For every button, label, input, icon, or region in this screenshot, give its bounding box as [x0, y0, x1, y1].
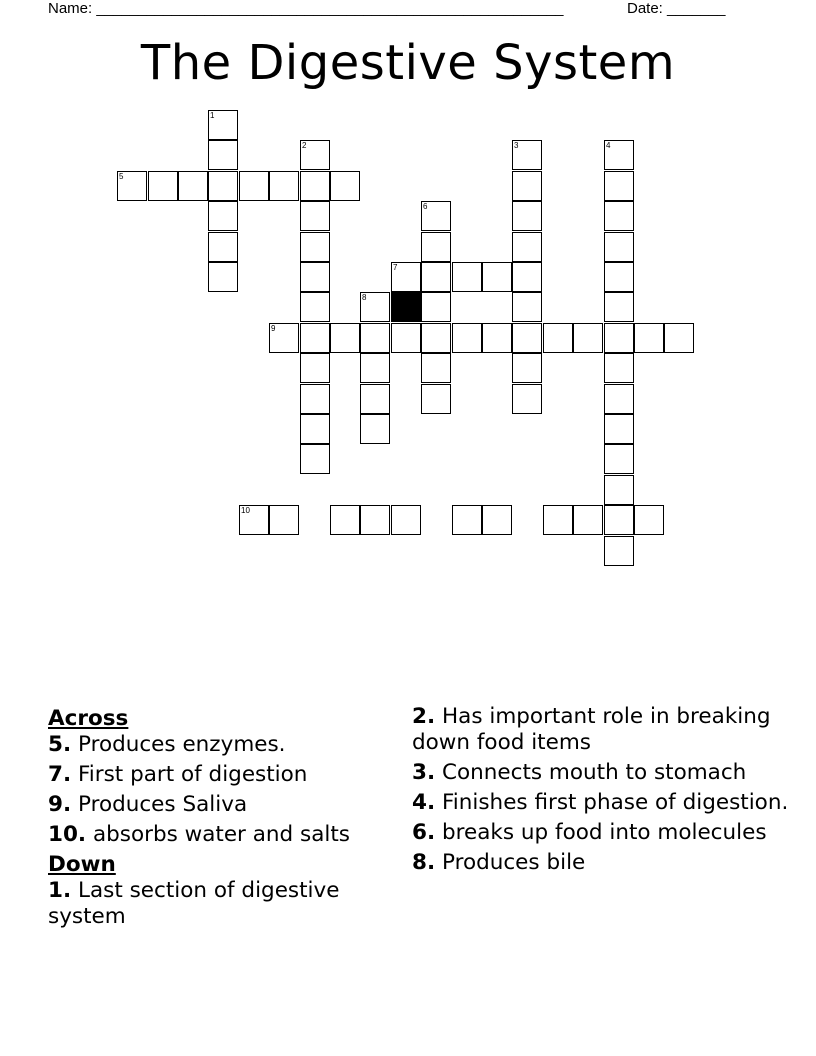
grid-cell[interactable] [604, 201, 634, 231]
grid-cell[interactable] [421, 323, 451, 353]
grid-cell[interactable] [208, 171, 238, 201]
grid-block-cell [391, 292, 421, 322]
clue-item [412, 850, 802, 876]
clue-text: Produces enzymes. [77, 732, 286, 757]
clue-number: 5. [48, 732, 72, 757]
clue-text: absorbs water and salts [92, 822, 350, 847]
grid-cell[interactable] [512, 292, 542, 322]
grid-cell[interactable] [330, 171, 360, 201]
grid-cell[interactable] [543, 505, 573, 535]
grid-cell[interactable] [208, 140, 238, 170]
clue-number: 10. [48, 822, 87, 847]
clue-text: Finishes first phase of digestion. [441, 790, 789, 815]
grid-cell[interactable] [512, 140, 542, 170]
grid-cell[interactable] [360, 505, 390, 535]
cell-number: 3 [514, 141, 519, 150]
grid-cell[interactable] [512, 171, 542, 201]
grid-cell[interactable] [604, 292, 634, 322]
clue-text: Connects mouth to stomach [441, 760, 747, 785]
clues-right-column [412, 704, 802, 880]
grid-cell[interactable] [360, 414, 390, 444]
clue-number: 9. [48, 792, 72, 817]
clue-text: First part of digestion [77, 762, 308, 787]
grid-cell[interactable] [604, 171, 634, 201]
clue-number: 8. [412, 850, 436, 875]
grid-cell[interactable] [300, 232, 330, 262]
clue-text: Last section of digestive system [48, 878, 340, 929]
grid-cell[interactable] [300, 384, 330, 414]
clue-item [48, 792, 398, 818]
grid-cell[interactable] [604, 414, 634, 444]
clue-item [48, 762, 398, 788]
clue-text: Has important role in breaking down food items [412, 704, 771, 755]
grid-cell[interactable] [269, 171, 299, 201]
grid-cell[interactable] [360, 353, 390, 383]
grid-cell[interactable] [512, 201, 542, 231]
clue-item [412, 760, 802, 786]
clue-number: 1. [48, 878, 72, 903]
clue-item [48, 822, 398, 848]
grid-cell[interactable] [452, 505, 482, 535]
clue-item [48, 878, 398, 930]
grid-cell[interactable] [208, 262, 238, 292]
grid-cell[interactable] [360, 323, 390, 353]
cell-number: 5 [119, 172, 124, 181]
clue-text: Produces Saliva [77, 792, 248, 817]
grid-cell[interactable] [482, 323, 512, 353]
grid-cell[interactable] [239, 171, 269, 201]
grid-cell[interactable] [421, 201, 451, 231]
grid-cell[interactable] [604, 262, 634, 292]
grid-cell[interactable] [604, 505, 634, 535]
grid-cell[interactable] [512, 353, 542, 383]
grid-cell[interactable] [634, 505, 664, 535]
date-field-label[interactable]: Date: _______ [627, 0, 726, 17]
grid-cell[interactable] [604, 353, 634, 383]
grid-cell[interactable] [208, 201, 238, 231]
clue-number: 2. [412, 704, 436, 729]
grid-cell[interactable] [300, 262, 330, 292]
grid-cell[interactable] [300, 323, 330, 353]
grid-cell[interactable] [452, 262, 482, 292]
cell-number: 1 [210, 111, 215, 120]
grid-cell[interactable] [269, 323, 299, 353]
grid-cell[interactable] [421, 384, 451, 414]
across-heading: Across [48, 706, 129, 731]
clue-item [48, 732, 398, 758]
grid-cell[interactable] [604, 232, 634, 262]
cell-number: 8 [362, 293, 367, 302]
grid-cell[interactable] [421, 262, 451, 292]
grid-cell[interactable] [604, 536, 634, 566]
clue-item [412, 820, 802, 846]
grid-cell[interactable] [330, 323, 360, 353]
cell-number: 4 [606, 141, 611, 150]
grid-cell[interactable] [512, 232, 542, 262]
grid-cell[interactable] [330, 505, 360, 535]
grid-cell[interactable] [360, 384, 390, 414]
grid-cell[interactable] [117, 171, 147, 201]
grid-cell[interactable] [512, 384, 542, 414]
grid-cell[interactable] [421, 232, 451, 262]
clue-item [412, 704, 802, 756]
grid-cell[interactable] [421, 292, 451, 322]
grid-cell[interactable] [512, 323, 542, 353]
clue-number: 3. [412, 760, 436, 785]
grid-cell[interactable] [300, 201, 330, 231]
clue-number: 7. [48, 762, 72, 787]
grid-cell[interactable] [300, 353, 330, 383]
grid-cell[interactable] [300, 414, 330, 444]
grid-cell[interactable] [604, 444, 634, 474]
grid-cell[interactable] [239, 505, 269, 535]
grid-cell[interactable] [482, 262, 512, 292]
cell-number: 7 [393, 263, 398, 272]
clues-left-column [48, 704, 398, 934]
grid-cell[interactable] [664, 323, 694, 353]
grid-cell[interactable] [634, 323, 664, 353]
grid-cell[interactable] [391, 323, 421, 353]
grid-cell[interactable] [421, 353, 451, 383]
down-heading: Down [48, 852, 116, 877]
grid-cell[interactable] [391, 505, 421, 535]
grid-cell[interactable] [512, 262, 542, 292]
clue-text: Produces bile [441, 850, 586, 875]
grid-cell[interactable] [269, 505, 299, 535]
grid-cell[interactable] [300, 140, 330, 170]
grid-cell[interactable] [604, 384, 634, 414]
cell-number: 6 [423, 202, 428, 211]
grid-cell[interactable] [573, 505, 603, 535]
cell-number: 9 [271, 324, 276, 333]
grid-cell[interactable] [360, 292, 390, 322]
grid-cell[interactable] [482, 505, 512, 535]
grid-cell[interactable] [452, 323, 482, 353]
page-title: The Digestive System [140, 35, 676, 91]
grid-cell[interactable] [604, 475, 634, 505]
cell-number: 10 [241, 506, 250, 515]
grid-cell[interactable] [208, 232, 238, 262]
name-field-label[interactable]: Name: ________________________________________________________ [48, 0, 564, 17]
clue-number: 6. [412, 820, 436, 845]
grid-cell[interactable] [391, 262, 421, 292]
grid-cell[interactable] [573, 323, 603, 353]
clue-number: 4. [412, 790, 436, 815]
grid-cell[interactable] [300, 444, 330, 474]
grid-cell[interactable] [300, 171, 330, 201]
cell-number: 2 [302, 141, 307, 150]
grid-cell[interactable] [543, 323, 573, 353]
grid-cell[interactable] [148, 171, 178, 201]
clue-text: breaks up food into molecules [441, 820, 767, 845]
clue-item [412, 790, 802, 816]
grid-cell[interactable] [300, 292, 330, 322]
grid-cell[interactable] [208, 110, 238, 140]
grid-cell[interactable] [178, 171, 208, 201]
grid-cell[interactable] [604, 323, 634, 353]
grid-cell[interactable] [604, 140, 634, 170]
